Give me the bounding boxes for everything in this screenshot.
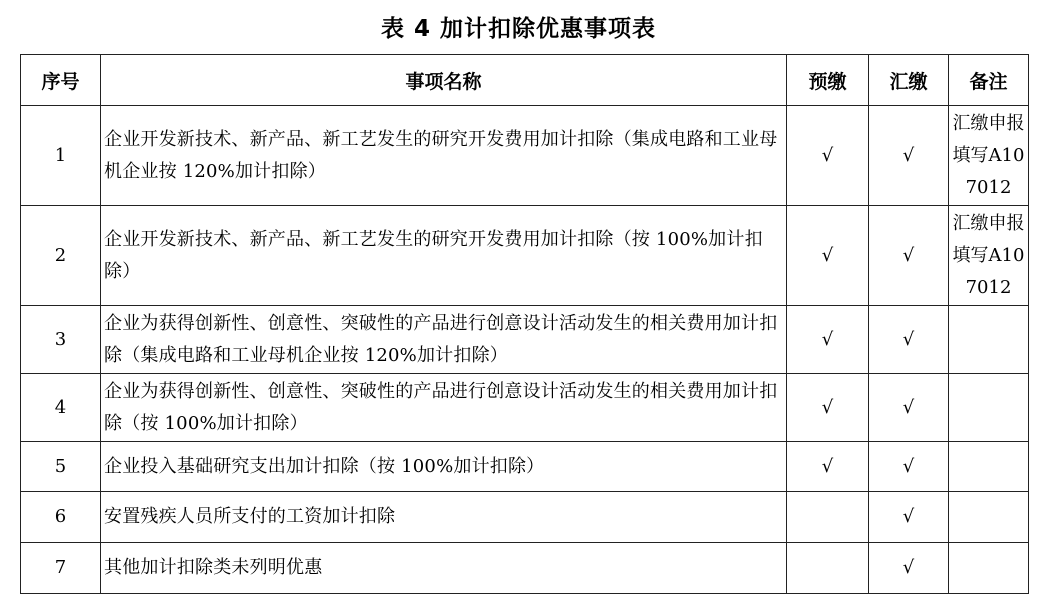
row-settle-check: √ (869, 106, 949, 206)
header-row (21, 55, 1029, 106)
row-seq: 3 (21, 306, 101, 374)
row-settle-check: √ (869, 374, 949, 442)
header-seq: 序号 (21, 55, 101, 106)
table-title: 表 4 加计扣除优惠事项表 (380, 16, 657, 42)
row-prepay-check: √ (787, 206, 869, 306)
row-note (949, 374, 1029, 442)
row-seq: 7 (21, 543, 101, 594)
header-prepay: 预缴 (787, 55, 869, 106)
table-row (21, 442, 1029, 492)
row-settle-check: √ (869, 543, 949, 594)
table-row (21, 106, 1029, 206)
deduction-items-table (20, 54, 1029, 594)
table-row (21, 543, 1029, 594)
row-settle-check: √ (869, 206, 949, 306)
row-item-name: 企业为获得创新性、创意性、突破性的产品进行创意设计活动发生的相关费用加计扣除（按 100%加计扣除） (101, 374, 787, 442)
row-settle-check: √ (869, 442, 949, 492)
row-settle-check: √ (869, 306, 949, 374)
row-prepay-check: √ (787, 106, 869, 206)
table-row (21, 306, 1029, 374)
row-prepay-check (787, 492, 869, 543)
row-seq: 1 (21, 106, 101, 206)
row-prepay-check: √ (787, 306, 869, 374)
row-item-name: 企业为获得创新性、创意性、突破性的产品进行创意设计活动发生的相关费用加计扣除（集成电路和工业母机企业按 120%加计扣除） (101, 306, 787, 374)
header-note: 备注 (949, 55, 1029, 106)
row-item-name: 企业投入基础研究支出加计扣除（按 100%加计扣除） (101, 442, 787, 492)
table-row (21, 374, 1029, 442)
row-seq: 5 (21, 442, 101, 492)
row-note (949, 442, 1029, 492)
header-settle: 汇缴 (869, 55, 949, 106)
row-note: 汇缴申报填写A107012 (949, 106, 1029, 206)
row-note (949, 492, 1029, 543)
row-note (949, 306, 1029, 374)
row-item-name: 企业开发新技术、新产品、新工艺发生的研究开发费用加计扣除（集成电路和工业母机企业按 120%加计扣除） (101, 106, 787, 206)
row-item-name: 其他加计扣除类未列明优惠 (101, 543, 787, 594)
row-seq: 2 (21, 206, 101, 306)
header-item: 事项名称 (101, 55, 787, 106)
row-note: 汇缴申报填写A107012 (949, 206, 1029, 306)
row-prepay-check: √ (787, 442, 869, 492)
row-prepay-check (787, 543, 869, 594)
row-item-name: 安置残疾人员所支付的工资加计扣除 (101, 492, 787, 543)
row-settle-check: √ (869, 492, 949, 543)
row-prepay-check: √ (787, 374, 869, 442)
row-note (949, 543, 1029, 594)
row-seq: 6 (21, 492, 101, 543)
row-seq: 4 (21, 374, 101, 442)
row-item-name: 企业开发新技术、新产品、新工艺发生的研究开发费用加计扣除（按 100%加计扣除） (101, 206, 787, 306)
table-row (21, 206, 1029, 306)
table-row (21, 492, 1029, 543)
